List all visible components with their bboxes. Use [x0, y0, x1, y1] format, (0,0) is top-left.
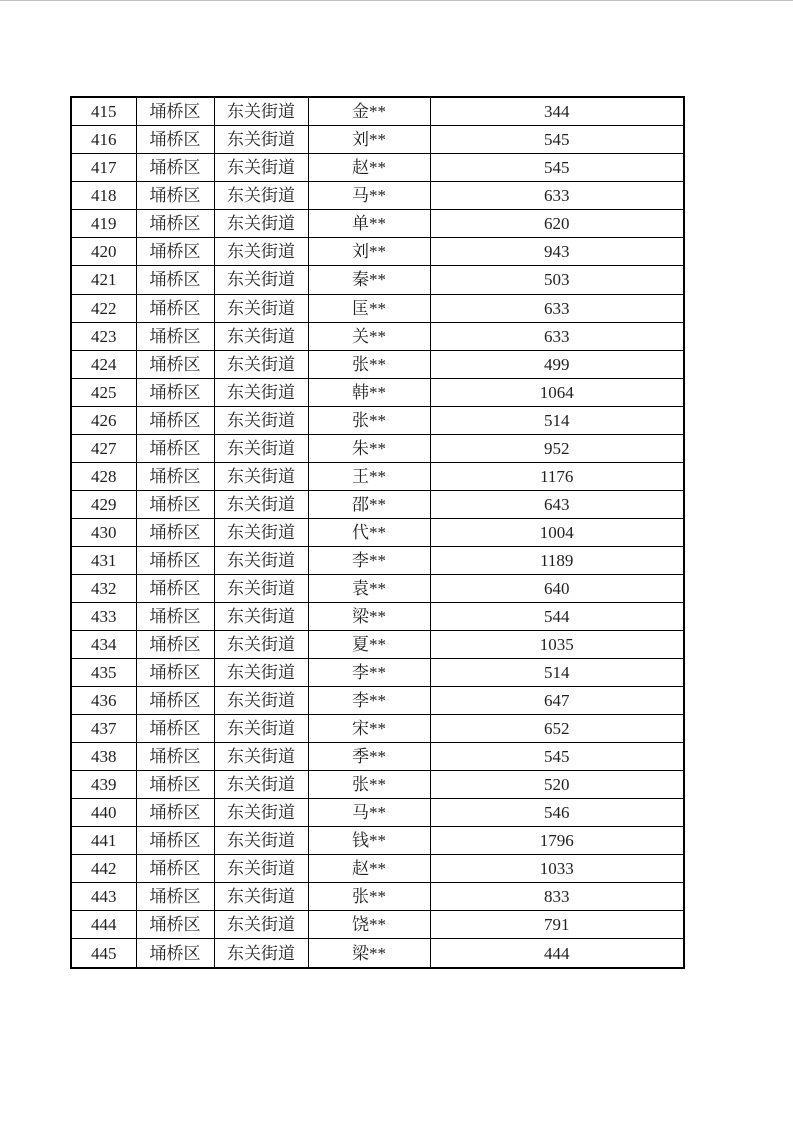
cell-index: 416: [71, 126, 136, 154]
cell-person-name: 单**: [308, 210, 430, 238]
cell-district: 埇桥区: [136, 686, 214, 714]
cell-street: 东关街道: [214, 939, 308, 968]
table-row: [71, 210, 684, 238]
cell-person-name: 金**: [308, 97, 430, 126]
cell-value: 514: [430, 658, 684, 686]
cell-district: 埇桥区: [136, 518, 214, 546]
cell-person-name: 袁**: [308, 574, 430, 602]
cell-value: 1033: [430, 855, 684, 883]
cell-person-name: 梁**: [308, 939, 430, 968]
cell-district: 埇桥区: [136, 743, 214, 771]
table-row: [71, 855, 684, 883]
cell-person-name: 季**: [308, 743, 430, 771]
cell-street: 东关街道: [214, 490, 308, 518]
cell-person-name: 刘**: [308, 238, 430, 266]
cell-person-name: 关**: [308, 322, 430, 350]
cell-index: 440: [71, 799, 136, 827]
table-row: [71, 771, 684, 799]
cell-value: 633: [430, 294, 684, 322]
cell-person-name: 刘**: [308, 126, 430, 154]
cell-district: 埇桥区: [136, 630, 214, 658]
cell-index: 439: [71, 771, 136, 799]
cell-street: 东关街道: [214, 154, 308, 182]
cell-street: 东关街道: [214, 406, 308, 434]
cell-district: 埇桥区: [136, 378, 214, 406]
cell-index: 431: [71, 546, 136, 574]
table-row: [71, 126, 684, 154]
cell-district: 埇桥区: [136, 210, 214, 238]
table-row: [71, 406, 684, 434]
cell-street: 东关街道: [214, 126, 308, 154]
cell-index: 428: [71, 462, 136, 490]
cell-district: 埇桥区: [136, 294, 214, 322]
cell-value: 633: [430, 182, 684, 210]
cell-value: 943: [430, 238, 684, 266]
cell-district: 埇桥区: [136, 266, 214, 294]
cell-person-name: 张**: [308, 350, 430, 378]
table-row: [71, 630, 684, 658]
cell-value: 514: [430, 406, 684, 434]
cell-index: 420: [71, 238, 136, 266]
cell-index: 442: [71, 855, 136, 883]
table-row: [71, 154, 684, 182]
cell-value: 1035: [430, 630, 684, 658]
cell-street: 东关街道: [214, 546, 308, 574]
cell-index: 415: [71, 97, 136, 126]
cell-street: 东关街道: [214, 210, 308, 238]
cell-index: 437: [71, 714, 136, 742]
cell-street: 东关街道: [214, 911, 308, 939]
table-row: [71, 182, 684, 210]
table-row: [71, 266, 684, 294]
cell-street: 东关街道: [214, 322, 308, 350]
cell-district: 埇桥区: [136, 827, 214, 855]
cell-person-name: 李**: [308, 546, 430, 574]
cell-district: 埇桥区: [136, 434, 214, 462]
cell-value: 652: [430, 714, 684, 742]
cell-street: 东关街道: [214, 518, 308, 546]
table-row: [71, 434, 684, 462]
table-row: [71, 490, 684, 518]
cell-value: 1176: [430, 462, 684, 490]
cell-index: 425: [71, 378, 136, 406]
cell-person-name: 梁**: [308, 602, 430, 630]
cell-index: 443: [71, 883, 136, 911]
cell-district: 埇桥区: [136, 799, 214, 827]
cell-street: 东关街道: [214, 238, 308, 266]
table-row: [71, 743, 684, 771]
table-row: [71, 658, 684, 686]
cell-district: 埇桥区: [136, 939, 214, 968]
table-row: [71, 322, 684, 350]
cell-district: 埇桥区: [136, 490, 214, 518]
cell-street: 东关街道: [214, 771, 308, 799]
cell-district: 埇桥区: [136, 602, 214, 630]
table-row: [71, 602, 684, 630]
cell-street: 东关街道: [214, 855, 308, 883]
cell-district: 埇桥区: [136, 126, 214, 154]
cell-person-name: 王**: [308, 462, 430, 490]
cell-value: 503: [430, 266, 684, 294]
table-row: [71, 378, 684, 406]
roster-table: [70, 96, 685, 969]
cell-index: 433: [71, 602, 136, 630]
cell-district: 埇桥区: [136, 658, 214, 686]
cell-street: 东关街道: [214, 97, 308, 126]
cell-person-name: 赵**: [308, 154, 430, 182]
roster-table-body: [71, 97, 684, 968]
table-row: [71, 518, 684, 546]
table-row: [71, 799, 684, 827]
cell-person-name: 马**: [308, 799, 430, 827]
cell-district: 埇桥区: [136, 546, 214, 574]
cell-value: 545: [430, 743, 684, 771]
cell-street: 东关街道: [214, 434, 308, 462]
cell-person-name: 张**: [308, 883, 430, 911]
cell-street: 东关街道: [214, 630, 308, 658]
cell-street: 东关街道: [214, 743, 308, 771]
table-row: [71, 714, 684, 742]
cell-person-name: 李**: [308, 658, 430, 686]
table-row: [71, 238, 684, 266]
cell-value: 545: [430, 126, 684, 154]
cell-index: 417: [71, 154, 136, 182]
cell-index: 427: [71, 434, 136, 462]
cell-district: 埇桥区: [136, 97, 214, 126]
cell-person-name: 匡**: [308, 294, 430, 322]
cell-street: 东关街道: [214, 350, 308, 378]
cell-index: 423: [71, 322, 136, 350]
cell-person-name: 钱**: [308, 827, 430, 855]
table-row: [71, 686, 684, 714]
cell-district: 埇桥区: [136, 350, 214, 378]
cell-street: 东关街道: [214, 658, 308, 686]
cell-value: 1004: [430, 518, 684, 546]
cell-street: 东关街道: [214, 883, 308, 911]
cell-district: 埇桥区: [136, 574, 214, 602]
cell-value: 1064: [430, 378, 684, 406]
cell-person-name: 邵**: [308, 490, 430, 518]
cell-street: 东关街道: [214, 266, 308, 294]
table-row: [71, 574, 684, 602]
table-row: [71, 294, 684, 322]
cell-district: 埇桥区: [136, 883, 214, 911]
cell-street: 东关街道: [214, 462, 308, 490]
cell-value: 544: [430, 602, 684, 630]
cell-index: 421: [71, 266, 136, 294]
cell-index: 444: [71, 911, 136, 939]
cell-value: 643: [430, 490, 684, 518]
cell-value: 791: [430, 911, 684, 939]
cell-district: 埇桥区: [136, 406, 214, 434]
cell-value: 546: [430, 799, 684, 827]
cell-person-name: 韩**: [308, 378, 430, 406]
cell-person-name: 赵**: [308, 855, 430, 883]
cell-person-name: 朱**: [308, 434, 430, 462]
cell-street: 东关街道: [214, 827, 308, 855]
cell-street: 东关街道: [214, 799, 308, 827]
cell-person-name: 代**: [308, 518, 430, 546]
cell-index: 429: [71, 490, 136, 518]
cell-value: 545: [430, 154, 684, 182]
table-row: [71, 911, 684, 939]
cell-street: 东关街道: [214, 294, 308, 322]
cell-value: 647: [430, 686, 684, 714]
cell-person-name: 李**: [308, 686, 430, 714]
cell-index: 419: [71, 210, 136, 238]
cell-street: 东关街道: [214, 378, 308, 406]
cell-value: 344: [430, 97, 684, 126]
cell-value: 1796: [430, 827, 684, 855]
cell-value: 952: [430, 434, 684, 462]
cell-district: 埇桥区: [136, 462, 214, 490]
cell-value: 499: [430, 350, 684, 378]
cell-index: 430: [71, 518, 136, 546]
cell-value: 520: [430, 771, 684, 799]
cell-index: 441: [71, 827, 136, 855]
cell-index: 435: [71, 658, 136, 686]
cell-district: 埇桥区: [136, 238, 214, 266]
cell-value: 833: [430, 883, 684, 911]
table-row: [71, 462, 684, 490]
cell-street: 东关街道: [214, 182, 308, 210]
cell-district: 埇桥区: [136, 855, 214, 883]
table-row: [71, 827, 684, 855]
cell-value: 620: [430, 210, 684, 238]
table-row: [71, 97, 684, 126]
cell-district: 埇桥区: [136, 771, 214, 799]
cell-street: 东关街道: [214, 686, 308, 714]
cell-district: 埇桥区: [136, 154, 214, 182]
cell-district: 埇桥区: [136, 322, 214, 350]
cell-person-name: 夏**: [308, 630, 430, 658]
cell-value: 640: [430, 574, 684, 602]
table-row: [71, 883, 684, 911]
cell-index: 434: [71, 630, 136, 658]
table-row: [71, 546, 684, 574]
cell-value: 444: [430, 939, 684, 968]
cell-index: 445: [71, 939, 136, 968]
cell-index: 418: [71, 182, 136, 210]
cell-index: 424: [71, 350, 136, 378]
cell-person-name: 张**: [308, 771, 430, 799]
cell-street: 东关街道: [214, 602, 308, 630]
cell-index: 432: [71, 574, 136, 602]
cell-person-name: 宋**: [308, 714, 430, 742]
cell-index: 426: [71, 406, 136, 434]
cell-district: 埇桥区: [136, 911, 214, 939]
cell-index: 436: [71, 686, 136, 714]
cell-street: 东关街道: [214, 574, 308, 602]
cell-person-name: 秦**: [308, 266, 430, 294]
cell-value: 1189: [430, 546, 684, 574]
table-row: [71, 939, 684, 968]
cell-index: 438: [71, 743, 136, 771]
cell-district: 埇桥区: [136, 714, 214, 742]
cell-district: 埇桥区: [136, 182, 214, 210]
cell-index: 422: [71, 294, 136, 322]
cell-person-name: 饶**: [308, 911, 430, 939]
cell-person-name: 张**: [308, 406, 430, 434]
cell-street: 东关街道: [214, 714, 308, 742]
cell-value: 633: [430, 322, 684, 350]
table-row: [71, 350, 684, 378]
cell-person-name: 马**: [308, 182, 430, 210]
